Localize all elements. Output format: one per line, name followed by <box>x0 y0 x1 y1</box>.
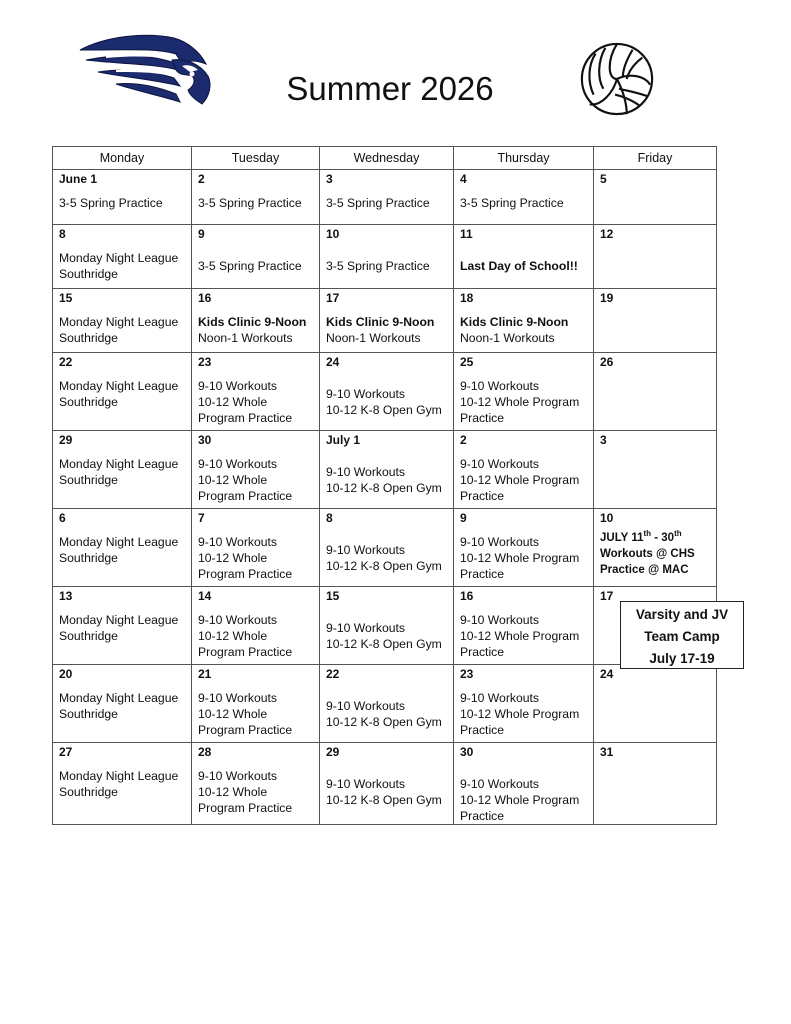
camp-line: Team Camp <box>644 629 720 644</box>
event-text: Practice <box>460 489 505 503</box>
day-number: 24 <box>600 667 614 681</box>
day-cell <box>192 665 320 743</box>
event-text: 10-12 Whole <box>198 395 268 409</box>
event-text: 9-10 Workouts <box>460 613 540 627</box>
day-cell <box>53 353 192 431</box>
event-text: Kids Clinic 9-Noon <box>326 315 435 329</box>
day-cell <box>192 225 320 289</box>
event-text: Monday Night League <box>59 379 179 393</box>
event-text: Noon-1 Workouts <box>326 331 421 345</box>
july-dates-note <box>594 526 716 546</box>
day-cell <box>320 665 454 743</box>
day-cell <box>454 743 594 825</box>
header-thursday: Thursday <box>454 147 594 170</box>
week-row <box>53 431 717 509</box>
event-text: Monday Night League <box>59 691 179 705</box>
day-number: 24 <box>326 355 340 369</box>
day-number: 5 <box>600 172 607 186</box>
event-text: Southridge <box>59 395 118 409</box>
day-number: 23 <box>198 355 212 369</box>
day-number: 9 <box>198 227 205 241</box>
day-number: 8 <box>59 227 66 241</box>
day-number: 21 <box>198 667 212 681</box>
day-cell <box>53 289 192 353</box>
event-text: Southridge <box>59 473 118 487</box>
event-text: 10-12 K-8 Open Gym <box>326 403 442 417</box>
event-text: 10-12 Whole Program <box>460 473 580 487</box>
day-number: 19 <box>600 291 614 305</box>
event-text: Noon-1 Workouts <box>198 331 293 345</box>
day-cell <box>594 431 717 509</box>
day-number: 12 <box>600 227 614 241</box>
event-text: Kids Clinic 9-Noon <box>460 315 569 329</box>
camp-line: Varsity and JV <box>635 607 729 622</box>
day-number: 11 <box>460 227 473 241</box>
event-text: 10-12 K-8 Open Gym <box>326 481 442 495</box>
event-text: Southridge <box>59 551 118 565</box>
event-text: Program Practice <box>198 567 293 581</box>
day-cell <box>454 225 594 289</box>
day-cell <box>594 509 717 587</box>
event-text: 9-10 Workouts <box>326 621 406 635</box>
calendar-table <box>52 146 717 825</box>
day-cell <box>454 587 594 665</box>
day-number: June 1 <box>59 172 98 186</box>
event-text: Southridge <box>59 267 118 281</box>
day-number: 3 <box>326 172 333 186</box>
event-text: 9-10 Workouts <box>460 379 540 393</box>
week-row <box>53 743 717 825</box>
event-text: 9-10 Workouts <box>460 535 540 549</box>
event-text: 9-10 Workouts <box>326 387 406 401</box>
day-cell <box>53 743 192 825</box>
event-text: 10-12 K-8 Open Gym <box>326 793 442 807</box>
july-note-sup: th <box>643 529 652 538</box>
day-cell <box>594 743 717 825</box>
event-text: 9-10 Workouts <box>326 777 406 791</box>
day-number: 2 <box>460 433 467 447</box>
week-row <box>53 509 717 587</box>
event-text: 9-10 Workouts <box>326 699 406 713</box>
event-text: 3-5 Spring Practice <box>326 259 430 273</box>
header-tuesday: Tuesday <box>192 147 320 170</box>
day-number: 6 <box>59 511 66 525</box>
header-wednesday: Wednesday <box>320 147 454 170</box>
event-text: 10-12 Whole Program <box>460 629 580 643</box>
week-row <box>53 225 717 289</box>
event-text: 10-12 Whole Program <box>460 793 580 807</box>
event-text: 9-10 Workouts <box>198 613 278 627</box>
event-text: 10-12 Whole <box>198 707 268 721</box>
day-number: 28 <box>198 745 212 759</box>
day-number: 16 <box>460 589 474 603</box>
day-cell <box>320 353 454 431</box>
event-text: Program Practice <box>198 723 293 737</box>
day-cell <box>192 743 320 825</box>
event-text: Practice <box>460 411 505 425</box>
camp-line: July 17-19 <box>649 651 715 666</box>
event-text: 10-12 Whole Program <box>460 551 580 565</box>
event-text: Monday Night League <box>59 535 179 549</box>
day-cell <box>320 509 454 587</box>
day-number: 8 <box>326 511 333 525</box>
event-text: 10-12 Whole <box>198 551 268 565</box>
day-number: 13 <box>59 589 73 603</box>
july-note-sup: th <box>674 529 682 538</box>
day-cell <box>320 587 454 665</box>
event-text: 3-5 Spring Practice <box>326 196 430 210</box>
day-cell <box>594 353 717 431</box>
event-text: Noon-1 Workouts <box>460 331 555 345</box>
event-text: 10-12 K-8 Open Gym <box>326 559 442 573</box>
event-text: Southridge <box>59 707 118 721</box>
header-friday: Friday <box>594 147 717 170</box>
event-text: 10-12 Whole Program <box>460 707 580 721</box>
day-number: 22 <box>59 355 73 369</box>
week-row <box>53 587 717 665</box>
july-note-end: - 30 <box>651 531 675 544</box>
event-text: 3-5 Spring Practice <box>198 259 302 273</box>
day-number: 18 <box>460 291 474 305</box>
day-cell <box>594 170 717 225</box>
day-number: 16 <box>198 291 212 305</box>
day-number: 4 <box>460 172 467 186</box>
event-text: 10-12 K-8 Open Gym <box>326 715 442 729</box>
day-number: 10 <box>326 227 340 241</box>
event-text: Kids Clinic 9-Noon <box>198 315 307 329</box>
event-text: Southridge <box>59 785 118 799</box>
day-number: 10 <box>600 511 614 525</box>
week-row <box>53 353 717 431</box>
day-cell <box>192 289 320 353</box>
event-text: 3-5 Spring Practice <box>59 196 163 210</box>
event-text: 9-10 Workouts <box>460 457 540 471</box>
event-text: Monday Night League <box>59 315 179 329</box>
day-cell <box>454 665 594 743</box>
day-number: 22 <box>326 667 340 681</box>
day-number: 14 <box>198 589 212 603</box>
day-cell <box>454 509 594 587</box>
event-text: 10-12 K-8 Open Gym <box>326 637 442 651</box>
header-row <box>53 147 717 170</box>
day-number: 15 <box>59 291 73 305</box>
day-cell <box>53 431 192 509</box>
day-cell <box>454 431 594 509</box>
day-number: 15 <box>326 589 340 603</box>
event-text: 9-10 Workouts <box>460 691 540 705</box>
week-row <box>53 170 717 225</box>
event-text: 9-10 Workouts <box>198 535 278 549</box>
day-number: July 1 <box>326 433 361 447</box>
day-number: 17 <box>326 291 340 305</box>
day-number: 2 <box>198 172 205 186</box>
workouts-location: Workouts @ CHS <box>600 547 695 560</box>
event-text: Last Day of School!! <box>460 259 578 273</box>
day-cell <box>53 665 192 743</box>
day-cell <box>454 289 594 353</box>
event-text: 9-10 Workouts <box>460 777 540 791</box>
event-text: Program Practice <box>198 489 293 503</box>
event-text: Southridge <box>59 629 118 643</box>
event-text: 3-5 Spring Practice <box>198 196 302 210</box>
july-note-start: JULY 11 <box>600 531 644 544</box>
day-cell <box>53 170 192 225</box>
event-text: 9-10 Workouts <box>198 457 278 471</box>
event-text: 10-12 Whole <box>198 473 268 487</box>
day-number: 30 <box>198 433 212 447</box>
event-text: 9-10 Workouts <box>326 465 406 479</box>
event-text: 3-5 Spring Practice <box>460 196 564 210</box>
day-number: 9 <box>460 511 467 525</box>
week-row <box>53 665 717 743</box>
event-text: 9-10 Workouts <box>198 379 278 393</box>
event-text: 9-10 Workouts <box>198 769 278 783</box>
event-text: 10-12 Whole <box>198 629 268 643</box>
event-text: Program Practice <box>198 411 293 425</box>
day-cell <box>53 509 192 587</box>
day-number: 27 <box>59 745 73 759</box>
day-number: 31 <box>600 745 614 759</box>
day-number: 29 <box>59 433 73 447</box>
day-number: 25 <box>460 355 474 369</box>
day-cell <box>53 225 192 289</box>
day-cell <box>192 587 320 665</box>
day-number: 23 <box>460 667 474 681</box>
day-cell <box>320 431 454 509</box>
event-text: Monday Night League <box>59 769 179 783</box>
day-number: 3 <box>600 433 607 447</box>
event-text: Monday Night League <box>59 613 179 627</box>
team-camp-box <box>620 601 744 669</box>
day-number: 7 <box>198 511 205 525</box>
event-text: 9-10 Workouts <box>326 543 406 557</box>
event-text: Practice <box>460 809 505 823</box>
event-text: Program Practice <box>198 645 293 659</box>
day-cell <box>53 587 192 665</box>
day-number: 26 <box>600 355 614 369</box>
event-text: Practice <box>460 567 505 581</box>
practice-location: Practice @ MAC <box>600 563 689 576</box>
event-text: Southridge <box>59 331 118 345</box>
event-text: 9-10 Workouts <box>198 691 278 705</box>
day-cell <box>320 289 454 353</box>
week-row <box>53 289 717 353</box>
event-text: Program Practice <box>198 801 293 815</box>
event-text: Monday Night League <box>59 457 179 471</box>
day-cell <box>594 289 717 353</box>
page-title: Summer 2026 <box>286 70 494 107</box>
day-cell <box>594 225 717 289</box>
header-monday: Monday <box>53 147 192 170</box>
day-number: 30 <box>460 745 474 759</box>
day-cell <box>320 743 454 825</box>
event-text: Practice <box>460 723 505 737</box>
event-text: 10-12 Whole <box>198 785 268 799</box>
day-cell <box>454 170 594 225</box>
day-number: 29 <box>326 745 340 759</box>
day-cell <box>192 509 320 587</box>
day-cell <box>320 170 454 225</box>
day-number: 20 <box>59 667 73 681</box>
day-cell <box>192 353 320 431</box>
event-text: 10-12 Whole Program <box>460 395 580 409</box>
day-cell <box>594 665 717 743</box>
day-cell <box>192 170 320 225</box>
event-text: Monday Night League <box>59 251 179 265</box>
day-cell <box>454 353 594 431</box>
event-text: Practice <box>460 645 505 659</box>
day-cell <box>192 431 320 509</box>
day-number: 17 <box>600 589 614 603</box>
day-cell <box>320 225 454 289</box>
